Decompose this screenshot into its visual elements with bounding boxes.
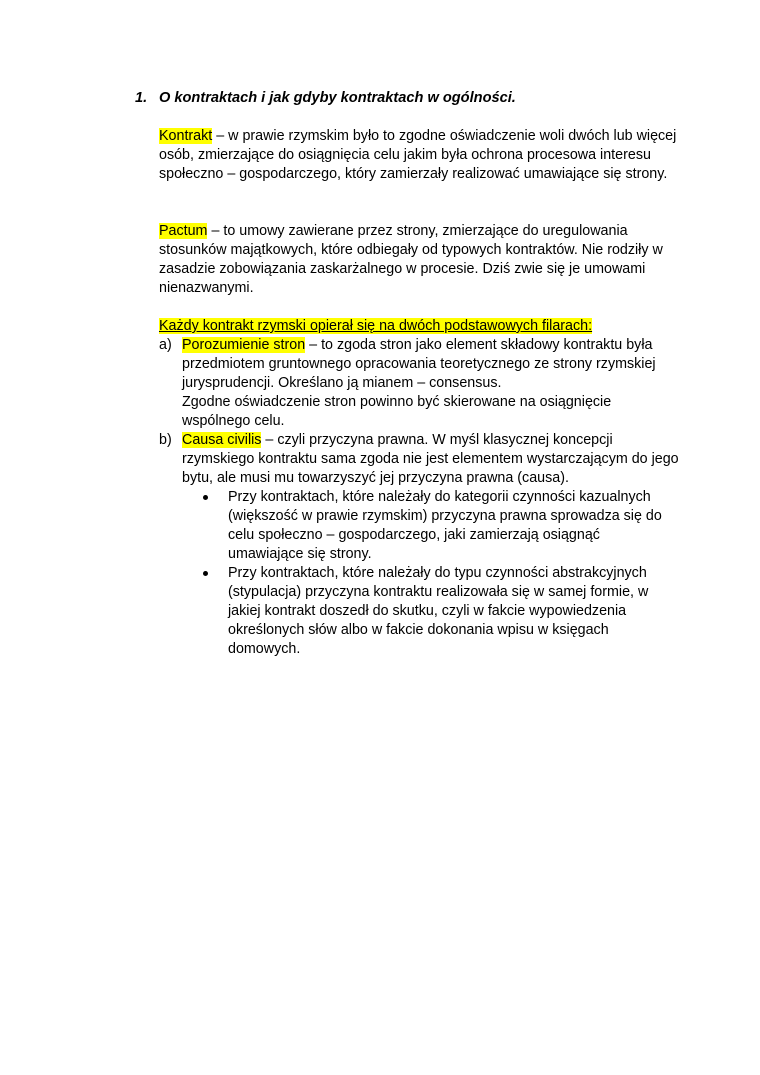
- section-number: 1.: [135, 90, 148, 106]
- bullet-item-abstrakcyjne: [203, 564, 673, 659]
- causa-civilis-definition: – czyli przyczyna prawna. W myśl klasycznej koncepcji rzymskiego kontraktu sama zgoda nie jest elementem wystarczającym do jego bytu, ale musi mu towarzyszyć jej przyczyna prawna (causa).: [182, 432, 679, 486]
- list-marker-b: b): [159, 432, 172, 448]
- bullet-dot-icon: [203, 571, 208, 576]
- section-heading: [135, 89, 516, 108]
- bullet-text: Przy kontraktach, które należały do typu czynności abstrakcyjnych (stypulacja) przyczyna kontraktu realizowała się w samej formie, w jakiej kontrakt doszedł do skutku, czyli w fakcie wypowiedzenia określonych słów albo w fakcie dokonania wpisu w księgach domowych.: [228, 565, 649, 657]
- causa-civilis-term: Causa civilis: [182, 432, 262, 448]
- filary-heading: [159, 317, 679, 336]
- kontrakt-term: Kontrakt: [159, 128, 213, 144]
- porozumienie-term: Porozumienie stron: [182, 337, 306, 353]
- list-item-b: [159, 431, 679, 488]
- kontrakt-paragraph: [159, 127, 679, 184]
- filary-heading-text: Każdy kontrakt rzymski opierał się na dwóch podstawowych filarach:: [159, 318, 593, 334]
- porozumienie-definition: – to zgoda stron jako element składowy kontraktu była przedmiotem gruntownego opracowania teoretycznego ze strony rzymskiej jurysprudencji. Określano ją mianem – consensus.: [182, 337, 656, 391]
- pactum-term: Pactum: [159, 223, 208, 239]
- kontrakt-definition: – w prawie rzymskim było to zgodne oświadczenie woli dwóch lub więcej osób, zmierzające do osiągnięcia celu jakim była ochrona procesowa interesu społeczno – gospodarczego, który zamierzały realizować umawiające się strony.: [159, 128, 677, 182]
- list-item-b-body: [182, 431, 679, 488]
- list-item-a-extra: Zgodne oświadczenie stron powinno być skierowane na osiągnięcie wspólnego celu.: [182, 394, 612, 429]
- pactum-definition: – to umowy zawierane przez strony, zmierzające do uregulowania stosunków majątkowych, które odbiegały od typowych kontraktów. Nie rodziły w zasadzie zobowiązania zaskarżalnego w procesie. Dziś zwie się je umowami nienazwanymi.: [159, 223, 663, 296]
- bullet-dot-icon: [203, 495, 208, 500]
- section-title: O kontraktach i jak gdyby kontraktach w ogólności.: [159, 90, 516, 106]
- list-marker-a: a): [159, 337, 172, 353]
- bullet-item-kazualne: [203, 488, 673, 564]
- list-item-a: [159, 336, 679, 431]
- pactum-paragraph: [159, 222, 679, 298]
- bullet-text: Przy kontraktach, które należały do kategorii czynności kazualnych (większość w prawie rzymskim) przyczyna prawna sprowadza się do celu społeczno – gospodarczego, jaki zamierzają osiągnąć umawiające się strony.: [228, 489, 662, 562]
- list-item-a-body: [182, 336, 679, 393]
